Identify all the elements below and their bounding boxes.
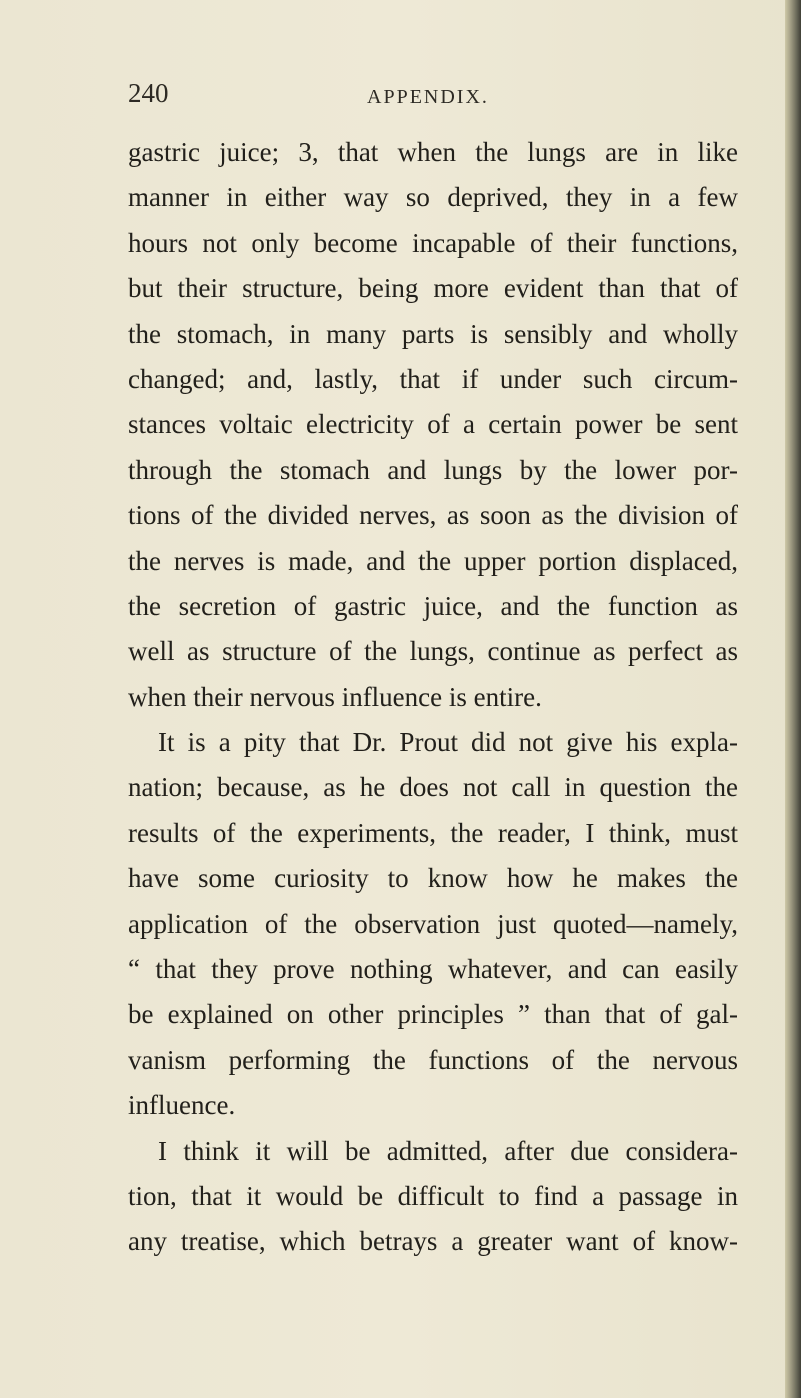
- text-line: “ that they prove nothing whatever, and can easily: [128, 954, 738, 985]
- text-line: but their structure, being more evident than that of: [128, 273, 738, 304]
- text-line: tions of the divided nerves, as soon as the division of: [128, 500, 738, 531]
- text-line: application of the observation just quoted—namely,: [128, 908, 738, 939]
- text-line: tion, that it would be difficult to find a passage in: [128, 1180, 738, 1211]
- text-line: the secretion of gastric juice, and the function as: [128, 590, 738, 621]
- text-line: the stomach, in many parts is sensibly and wholly: [128, 318, 738, 349]
- text-line: vanism performing the functions of the nervous: [128, 1044, 738, 1075]
- text-line: the nerves is made, and the upper portion displaced,: [128, 545, 738, 576]
- text-line: when their nervous influence is entire.: [128, 681, 542, 712]
- text-line: It is a pity that Dr. Prout did not give his expla-: [158, 727, 738, 758]
- text-line: any treatise, which betrays a greater want of know-: [128, 1226, 738, 1257]
- text-line: hours not only become incapable of their functions,: [128, 227, 738, 258]
- text-line: have some curiosity to know how he makes the: [128, 863, 738, 894]
- text-line: influence.: [128, 1090, 236, 1121]
- text-line: gastric juice; 3, that when the lungs are in like: [128, 137, 738, 167]
- text-line: stances voltaic electricity of a certain power be sent: [128, 409, 738, 440]
- text-line: through the stomach and lungs by the lower por-: [128, 454, 738, 485]
- page-number: 240: [128, 78, 169, 108]
- running-head: APPENDIX.: [367, 86, 489, 108]
- text-line: manner in either way so deprived, they in a few: [128, 182, 738, 213]
- text-line: well as structure of the lungs, continue as perfect as: [128, 636, 738, 667]
- text-line: I think it will be admitted, after due considera-: [158, 1135, 738, 1166]
- page-edge-shadow: [785, 0, 801, 1398]
- text-line: nation; because, as he does not call in question the: [128, 772, 738, 803]
- text-line: be explained on other principles ” than that of gal-: [128, 999, 738, 1030]
- text-line: changed; and, lastly, that if under such circum-: [128, 363, 738, 394]
- body-text: [128, 130, 738, 1265]
- page-header: [0, 72, 801, 112]
- text-line: results of the experiments, the reader, I think, must: [128, 817, 738, 848]
